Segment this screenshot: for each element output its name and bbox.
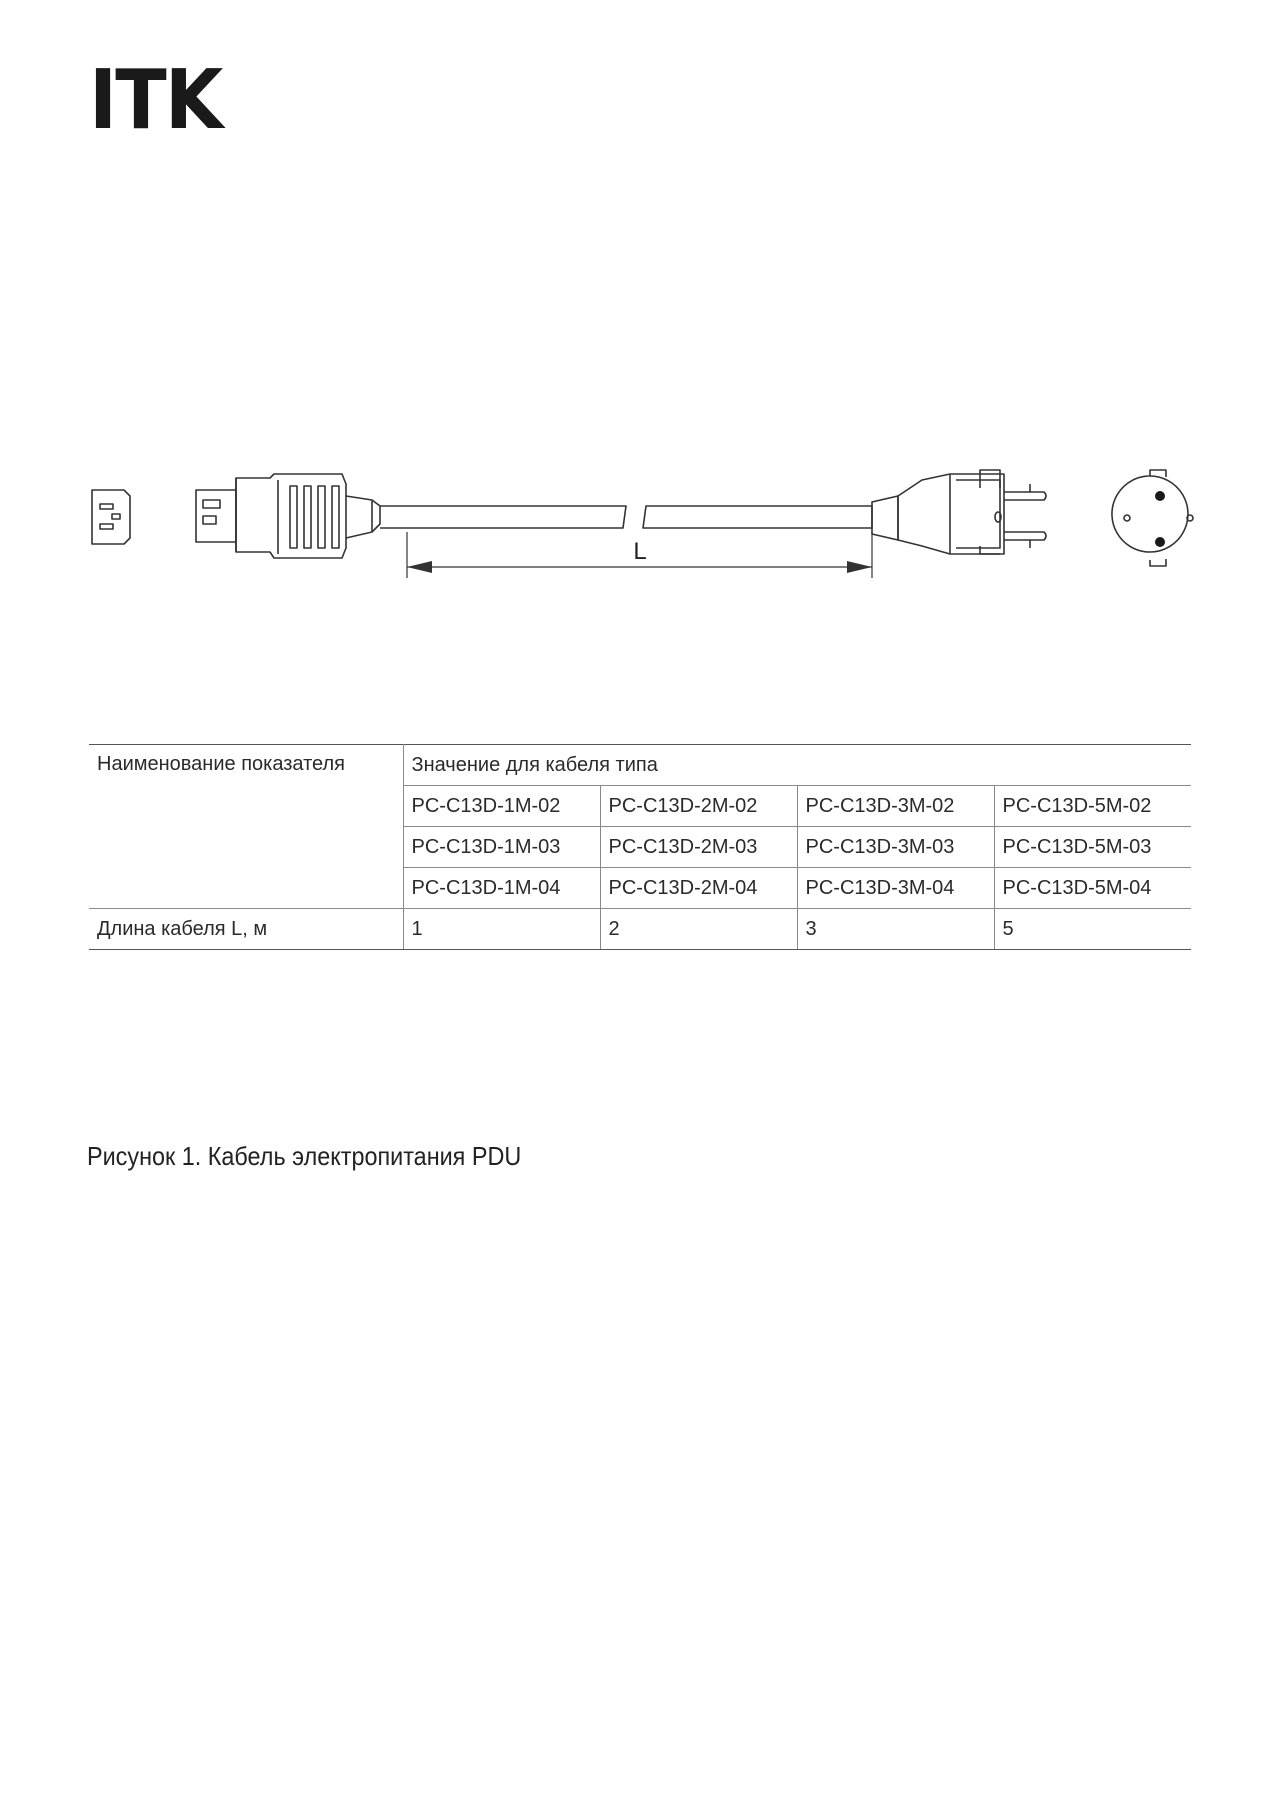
dimension-label: L xyxy=(633,538,647,565)
figure-caption: Рисунок 1. Кабель электропитания PDU xyxy=(87,1141,522,1171)
param-header: Наименование показателя xyxy=(89,745,403,909)
model-cell: PC-C13D-5M-02 xyxy=(994,786,1191,827)
model-cell: PC-C13D-5M-04 xyxy=(994,868,1191,909)
length-cell: 1 xyxy=(403,909,600,950)
logo-text: ITK xyxy=(89,53,222,148)
spec-table xyxy=(89,744,1191,950)
model-cell: PC-C13D-3M-04 xyxy=(797,868,994,909)
model-cell: PC-C13D-1M-04 xyxy=(403,868,600,909)
length-cell: 3 xyxy=(797,909,994,950)
length-cell: 2 xyxy=(600,909,797,950)
length-row xyxy=(89,909,1191,950)
cable-drawing xyxy=(0,440,1280,610)
model-cell: PC-C13D-5M-03 xyxy=(994,827,1191,868)
model-cell: PC-C13D-1M-03 xyxy=(403,827,600,868)
model-cell: PC-C13D-2M-02 xyxy=(600,786,797,827)
model-cell: PC-C13D-1M-02 xyxy=(403,786,600,827)
length-cell: 5 xyxy=(994,909,1191,950)
c13-connector-icon xyxy=(196,474,380,558)
schuko-plug-icon xyxy=(898,470,1046,554)
model-cell: PC-C13D-2M-03 xyxy=(600,827,797,868)
schuko-face-icon xyxy=(1112,470,1193,566)
model-cell: PC-C13D-2M-04 xyxy=(600,868,797,909)
c13-face-icon xyxy=(92,490,130,544)
model-cell: PC-C13D-3M-03 xyxy=(797,827,994,868)
value-header: Значение для кабеля типа xyxy=(403,745,1191,786)
itk-logo xyxy=(89,53,233,148)
length-label: Длина кабеля L, м xyxy=(89,909,403,950)
model-cell: PC-C13D-3M-02 xyxy=(797,786,994,827)
table-header-row xyxy=(89,745,1191,786)
cable-line xyxy=(380,496,898,540)
